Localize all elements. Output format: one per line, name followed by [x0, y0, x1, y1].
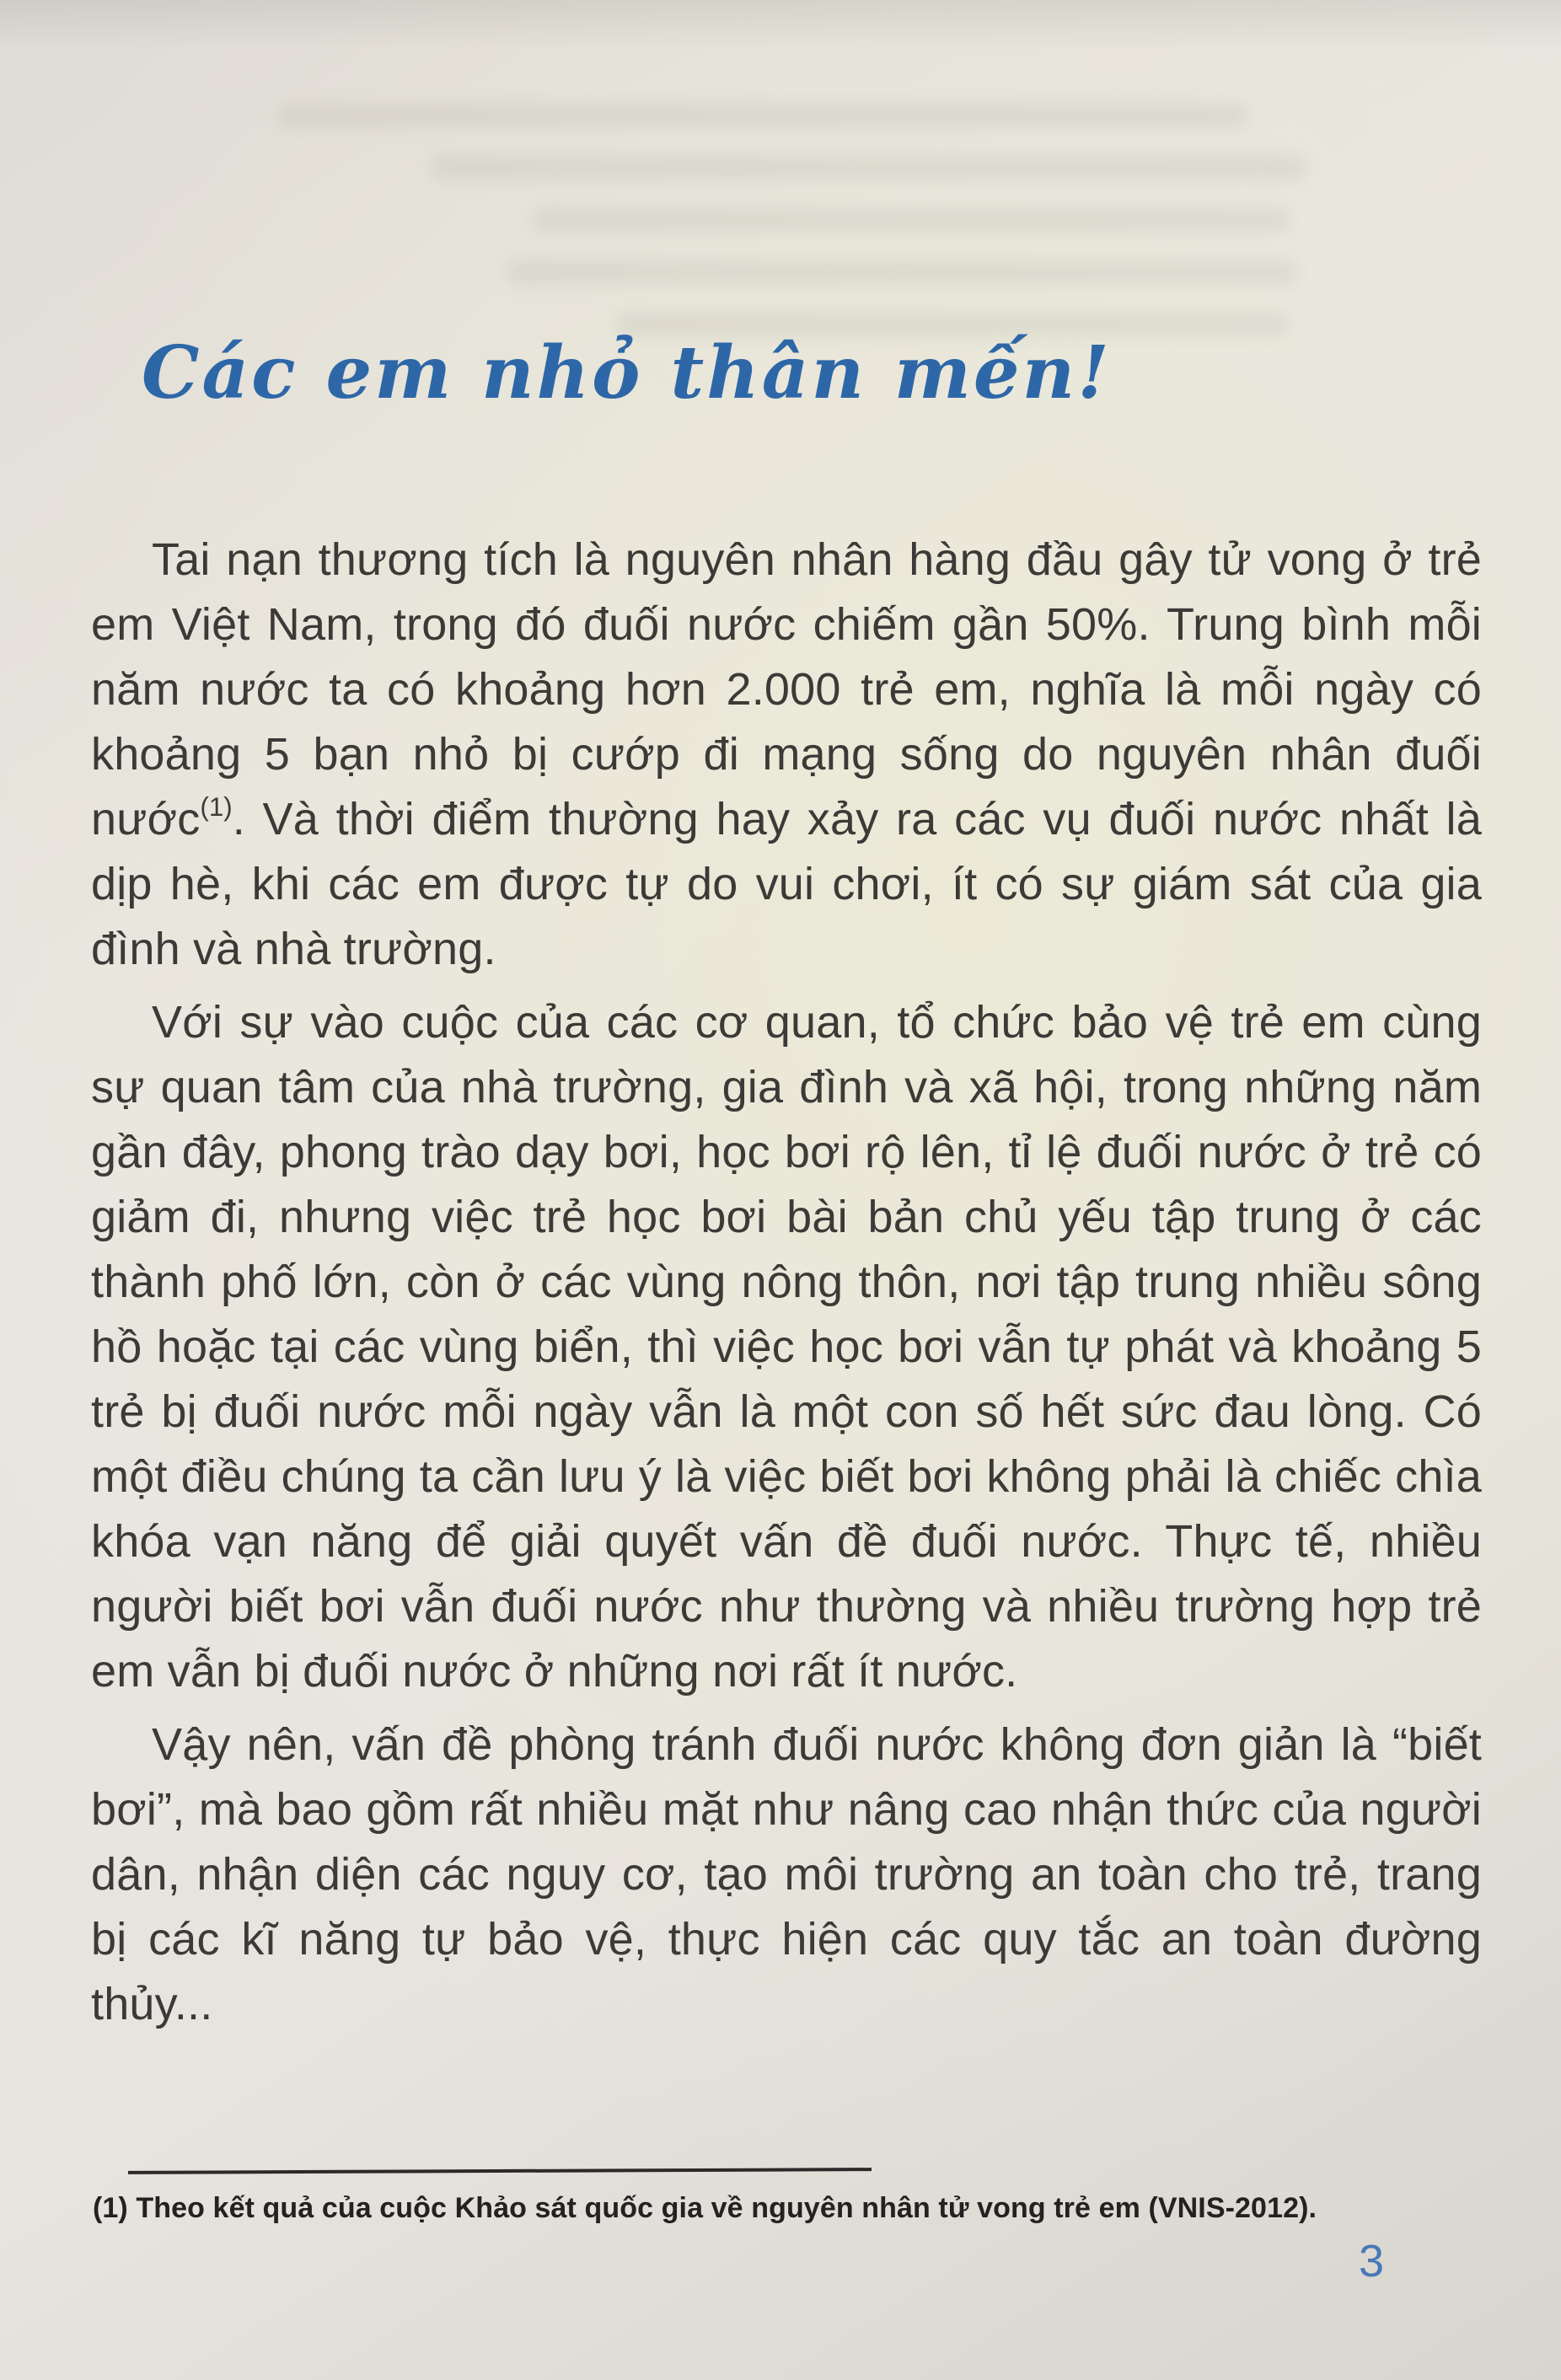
footnote-divider	[128, 2168, 872, 2174]
footnote-reference: (1)	[200, 792, 233, 822]
paragraph-1-text-after: . Và thời điểm thường hay xảy ra các vụ đuối nước nhất là dịp hè, khi các em được tự do vui chơi, ít có sự giám sát của gia đình và nhà trường.	[91, 794, 1482, 974]
body-text	[91, 528, 1482, 2045]
paragraph-3: Vậy nên, vấn đề phòng tránh đuối nước không đơn giản là “biết bơi”, mà bao gồm rất nhiều mặt như nâng cao nhận thức của người dân, nhận diện các nguy cơ, tạo môi trường an toàn cho trẻ, trang bị các kĩ năng tự bảo vệ, thực hiện các quy tắc an toàn đường thủy...	[91, 1719, 1482, 2029]
paragraph-1	[91, 528, 1482, 982]
paragraph-2: Với sự vào cuộc của các cơ quan, tổ chức bảo vệ trẻ em cùng sự quan tâm của nhà trường, gia đình và xã hội, trong những năm gần đây, phong trào dạy bơi, học bơi rộ lên, tỉ lệ đuối nước ở trẻ có giảm đi, nhưng việc trẻ học bơi bài bản chủ yếu tập trung ở các thành phố lớn, còn ở các vùng nông thôn, nơi tập trung nhiều sông hồ hoặc tại các vùng biển, thì việc học bơi vẫn tự phát và khoảng 5 trẻ bị đuối nước mỗi ngày vẫn là một con số hết sức đau lòng. Có một điều chúng ta cần lưu ý là việc biết bơi không phải là chiếc chìa khóa vạn năng để giải quyết vấn đề đuối nước. Thực tế, nhiều người biết bơi vẫn đuối nước như thường và nhiều trường hợp trẻ em vẫn bị đuối nước ở những nơi rất ít nước.	[91, 997, 1482, 1697]
page-showthrough-ghosting	[253, 94, 1365, 356]
paragraph-1-text: Tai nạn thương tích là nguyên nhân hàng đầu gây tử vong ở trẻ em Việt Nam, trong đó đuối nước chiếm gần 50%. Trung bình mỗi năm nước ta có khoảng hơn 2.000 trẻ em, nghĩa là mỗi ngày có khoảng 5 bạn nhỏ bị cướp đi mạng sống do nguyên nhân đuối nước	[91, 534, 1482, 844]
footnote: (1) Theo kết quả của cuộc Khảo sát quốc gia về nguyên nhân tử vong trẻ em (VNIS-2012).	[93, 2192, 1317, 2224]
page-heading: Các em nhỏ thân mến!	[142, 330, 1112, 415]
page-number: 3	[1359, 2236, 1385, 2286]
